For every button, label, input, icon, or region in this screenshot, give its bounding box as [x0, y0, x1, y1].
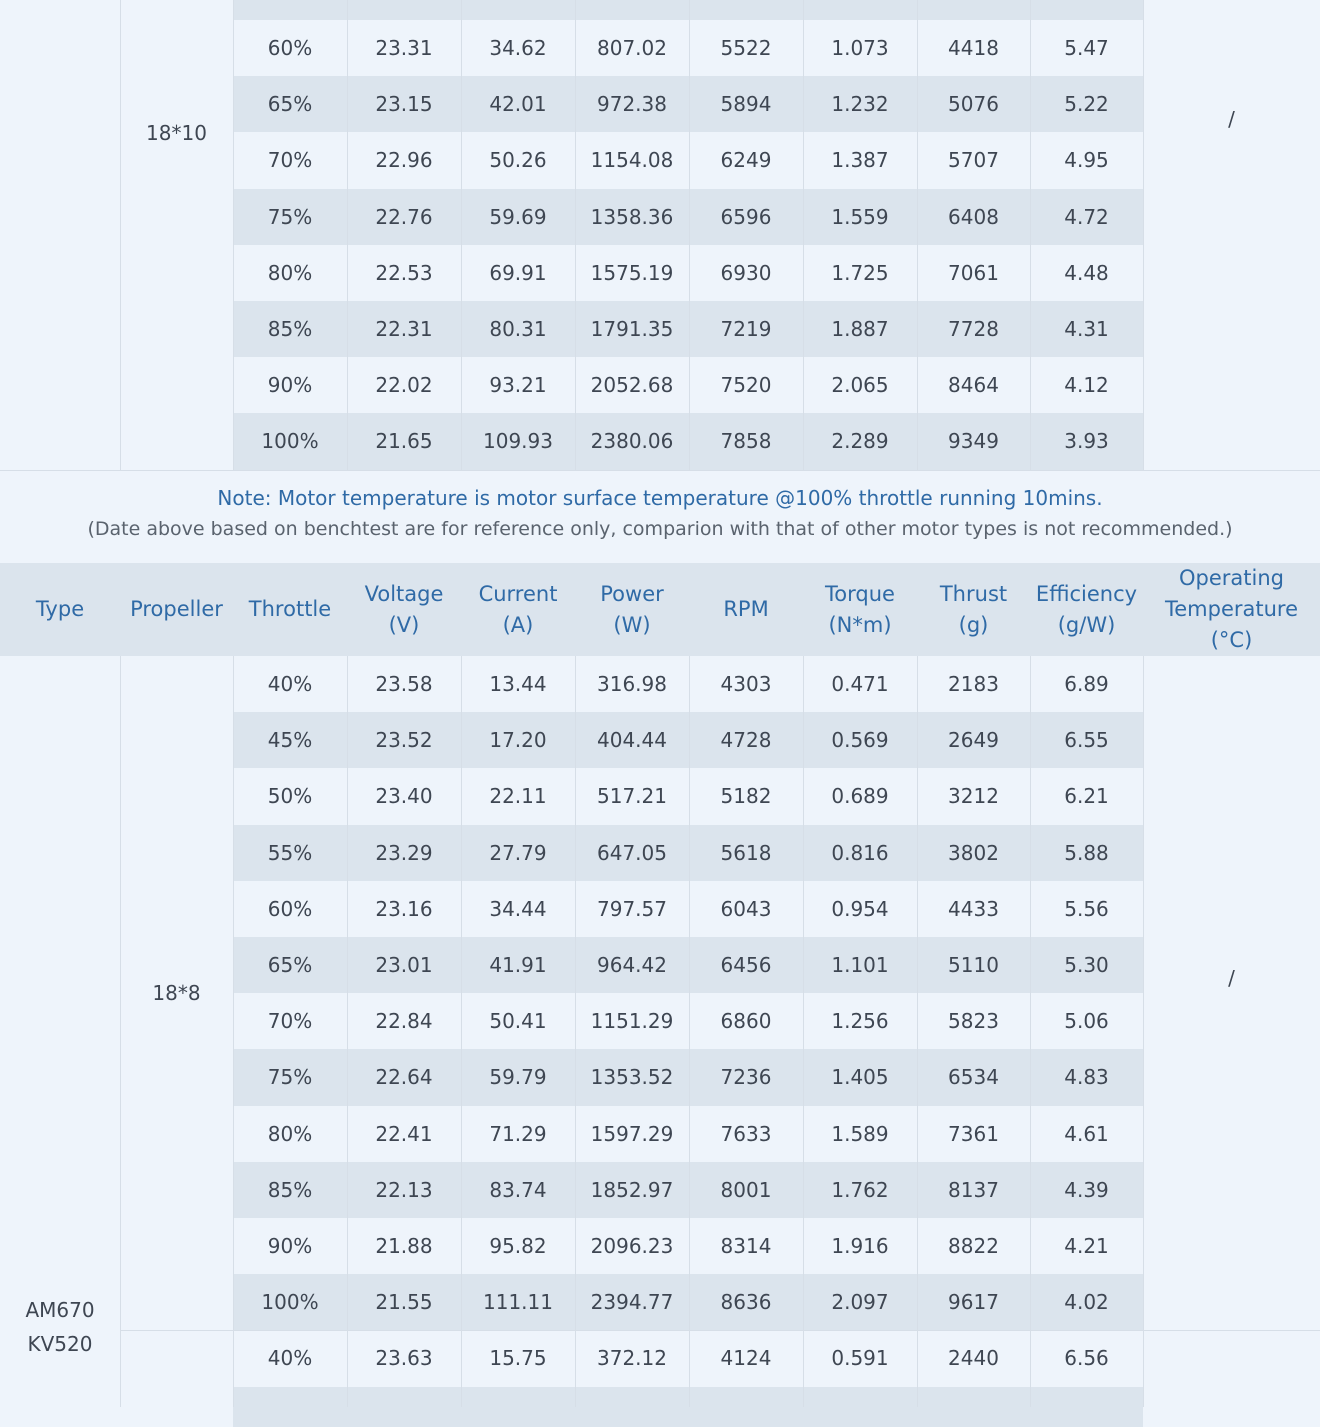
divider	[233, 0, 234, 470]
divider	[347, 656, 348, 1407]
divider	[461, 0, 462, 470]
table-cell: 7236	[720, 1065, 772, 1090]
table-cell: 5707	[948, 148, 999, 173]
divider	[1143, 0, 1144, 470]
table-cell: 41.91	[489, 953, 547, 978]
divider	[575, 656, 576, 1407]
table-cell: 2440	[948, 1346, 999, 1371]
table-cell: 23.16	[375, 896, 433, 921]
table-cell: 80%	[267, 260, 313, 285]
table-cell: 75%	[267, 204, 313, 229]
table-cell: 964.42	[597, 953, 667, 978]
table-cell: 1.232	[831, 92, 889, 117]
header-cell: Operating Temperature (°C)	[1164, 566, 1299, 652]
header-cell: RPM	[723, 597, 769, 621]
table-cell: 1.559	[831, 204, 889, 229]
table-cell: 4728	[720, 728, 772, 753]
table-cell: 71.29	[489, 1121, 547, 1146]
table-cell: 111.11	[483, 1290, 553, 1315]
note-line-1: Note: Motor temperature is motor surface temperature @100% throttle running 10mins.	[217, 486, 1103, 510]
table-cell: 7858	[720, 429, 772, 454]
table-cell: 0.816	[831, 840, 889, 865]
table-cell: 69.91	[489, 260, 547, 285]
header-cell: Type	[35, 597, 85, 621]
divider	[575, 0, 576, 470]
table-cell: 23.58	[375, 672, 433, 697]
table-cell: 90%	[267, 1234, 313, 1259]
table-cell: 1.256	[831, 1009, 889, 1034]
divider	[461, 656, 462, 1407]
table-cell: 4.31	[1064, 317, 1109, 342]
table-cell: 5618	[720, 840, 772, 865]
table-cell: 5182	[720, 784, 772, 809]
table-cell: 316.98	[597, 672, 667, 697]
table-cell: 0.471	[831, 672, 889, 697]
divider	[803, 0, 804, 470]
table-cell: 1.725	[831, 260, 889, 285]
table-cell: 1151.29	[590, 1009, 674, 1034]
table-cell: 21.65	[375, 429, 433, 454]
table-cell: 1.073	[831, 36, 889, 61]
table-cell: 8137	[948, 1177, 999, 1202]
table-cell: 40%	[267, 672, 313, 697]
table-cell: 80.31	[489, 317, 547, 342]
table-cell: 75%	[267, 1065, 313, 1090]
table-cell: 2380.06	[590, 429, 674, 454]
table-cell: 34.62	[489, 36, 547, 61]
table-cell: 4.95	[1064, 148, 1109, 173]
header-cell: Power (W)	[600, 581, 664, 637]
table-cell: 3802	[948, 840, 999, 865]
table-cell: 4418	[948, 36, 999, 61]
table-cell: 9349	[948, 429, 999, 454]
table-cell: 3.93	[1064, 429, 1109, 454]
table-cell: 34.44	[489, 896, 547, 921]
table-cell: 2.289	[831, 429, 889, 454]
table-cell: 7520	[720, 373, 772, 398]
divider	[0, 470, 1320, 471]
table-cell: 100%	[261, 1290, 319, 1315]
table-cell: 2.097	[831, 1290, 889, 1315]
table-cell: 4.83	[1064, 1065, 1109, 1090]
divider	[120, 656, 121, 1407]
header-cell: Current (A)	[478, 581, 558, 637]
divider	[1030, 656, 1031, 1407]
table-cell: 21.88	[375, 1234, 433, 1259]
divider	[689, 656, 690, 1407]
table-cell: 100%	[261, 429, 319, 454]
header-cell: Propeller	[130, 597, 223, 621]
table-cell: 23.63	[375, 1346, 433, 1371]
table-cell: 50%	[267, 784, 313, 809]
table-cell: 972.38	[597, 92, 667, 117]
table-cell: 7219	[720, 317, 772, 342]
table-cell: 1.101	[831, 953, 889, 978]
table-cell: 647.05	[597, 840, 667, 865]
table-cell: 1.916	[831, 1234, 889, 1259]
table-cell: 93.21	[489, 373, 547, 398]
table-cell: 3212	[948, 784, 999, 809]
table-cell: 42.01	[489, 92, 547, 117]
table-cell: 60%	[267, 896, 313, 921]
table-cell: 9617	[948, 1290, 999, 1315]
table-cell: 109.93	[483, 429, 553, 454]
table-cell: 7061	[948, 260, 999, 285]
table-cell: 2649	[948, 728, 999, 753]
table-cell: 7633	[720, 1121, 772, 1146]
table-cell: 2096.23	[590, 1234, 674, 1259]
divider	[803, 656, 804, 1407]
table-cell: 70%	[267, 1009, 313, 1034]
table-cell: 23.01	[375, 953, 433, 978]
table-cell: 23.29	[375, 840, 433, 865]
table-cell: 13.44	[489, 672, 547, 697]
table-cell: 1597.29	[590, 1121, 674, 1146]
table-cell: 55%	[267, 840, 313, 865]
table-cell: 2394.77	[590, 1290, 674, 1315]
table-cell: 60%	[267, 36, 313, 61]
table-cell: 5522	[720, 36, 772, 61]
table-cell: 7728	[948, 317, 999, 342]
table-cell: 4.21	[1064, 1234, 1109, 1259]
table-cell: 95.82	[489, 1234, 547, 1259]
type-cell-line1: AM670	[25, 1298, 95, 1322]
table-cell: 17.20	[489, 728, 547, 753]
table-cell: 22.31	[375, 317, 433, 342]
table-cell: 27.79	[489, 840, 547, 865]
table-cell: 4.02	[1064, 1290, 1109, 1315]
table-cell: 0.591	[831, 1346, 889, 1371]
divider	[1143, 656, 1144, 1407]
table-cell: 59.69	[489, 204, 547, 229]
table-cell: 22.64	[375, 1065, 433, 1090]
table-cell: 50.26	[489, 148, 547, 173]
table-cell: 22.76	[375, 204, 433, 229]
divider	[233, 656, 234, 1407]
table-cell: 4124	[720, 1346, 772, 1371]
table-cell: 1.887	[831, 317, 889, 342]
table-cell: 6456	[720, 953, 772, 978]
table-cell: 6930	[720, 260, 772, 285]
table-cell: 6249	[720, 148, 772, 173]
table-cell: 70%	[267, 148, 313, 173]
divider	[917, 656, 918, 1407]
table-cell: 4433	[948, 896, 999, 921]
table-cell: 5.88	[1064, 840, 1109, 865]
table-cell: 2.065	[831, 373, 889, 398]
propeller-cell: 18*10	[146, 120, 207, 145]
table-cell: 50.41	[489, 1009, 547, 1034]
header-cell: Voltage (V)	[364, 581, 444, 637]
table-cell: 7361	[948, 1121, 999, 1146]
table-cell: 65%	[267, 953, 313, 978]
type-cell-line2: KV520	[27, 1332, 93, 1356]
divider	[689, 0, 690, 470]
table-cell: 23.15	[375, 92, 433, 117]
table-cell: 5894	[720, 92, 772, 117]
table-cell: 85%	[267, 1177, 313, 1202]
header-cell: Efficiency (g/W)	[1035, 581, 1138, 637]
table-cell: 22.96	[375, 148, 433, 173]
table-cell: 2183	[948, 672, 999, 697]
table-cell: 8822	[948, 1234, 999, 1259]
temperature-cell: /	[1228, 106, 1235, 131]
table-cell: 1.405	[831, 1065, 889, 1090]
table-cell: 0.954	[831, 896, 889, 921]
table-cell: 6596	[720, 204, 772, 229]
table-cell: 22.41	[375, 1121, 433, 1146]
divider	[120, 1330, 1320, 1331]
table-cell: 40%	[267, 1346, 313, 1371]
table-cell: 6860	[720, 1009, 772, 1034]
table-cell: 1154.08	[590, 148, 674, 173]
table-cell: 6.21	[1064, 784, 1109, 809]
table-cell: 23.52	[375, 728, 433, 753]
table-cell: 1358.36	[590, 204, 674, 229]
table-cell: 5.30	[1064, 953, 1109, 978]
divider	[917, 0, 918, 470]
table-cell: 5.47	[1064, 36, 1109, 61]
table-cell: 8464	[948, 373, 999, 398]
table-cell: 8314	[720, 1234, 772, 1259]
table-cell: 404.44	[597, 728, 667, 753]
table-cell: 22.11	[489, 784, 547, 809]
header-cell: Throttle	[248, 597, 332, 621]
table-cell: 90%	[267, 373, 313, 398]
table-cell: 372.12	[597, 1346, 667, 1371]
table-cell: 6408	[948, 204, 999, 229]
table-cell: 6.56	[1064, 1346, 1109, 1371]
temperature-cell: /	[1228, 966, 1235, 991]
table-cell: 4.48	[1064, 260, 1109, 285]
table-cell: 4.12	[1064, 373, 1109, 398]
table-cell: 59.79	[489, 1065, 547, 1090]
table-cell: 1852.97	[590, 1177, 674, 1202]
table-cell: 1.589	[831, 1121, 889, 1146]
table-cell: 1575.19	[590, 260, 674, 285]
table-cell: 22.53	[375, 260, 433, 285]
table-cell: 80%	[267, 1121, 313, 1146]
divider	[120, 0, 121, 470]
table-cell: 1353.52	[590, 1065, 674, 1090]
table-cell: 85%	[267, 317, 313, 342]
divider	[1030, 0, 1031, 470]
table-cell: 4.61	[1064, 1121, 1109, 1146]
table-cell: 8636	[720, 1290, 772, 1315]
table-cell: 4.39	[1064, 1177, 1109, 1202]
table-cell: 65%	[267, 92, 313, 117]
propeller-cell: 18*8	[152, 981, 201, 1006]
table-cell: 1.387	[831, 148, 889, 173]
table-cell: 1791.35	[590, 317, 674, 342]
table-cell: 22.84	[375, 1009, 433, 1034]
table-cell: 45%	[267, 728, 313, 753]
divider	[347, 0, 348, 470]
table-cell: 23.40	[375, 784, 433, 809]
table-cell: 5.06	[1064, 1009, 1109, 1034]
table-cell: 15.75	[489, 1346, 547, 1371]
table-cell: 5.22	[1064, 92, 1109, 117]
table-cell: 4.72	[1064, 204, 1109, 229]
table-cell: 8001	[720, 1177, 772, 1202]
table-cell: 4303	[720, 672, 772, 697]
table-cell: 83.74	[489, 1177, 547, 1202]
table-cell: 22.13	[375, 1177, 433, 1202]
table-cell: 807.02	[597, 36, 667, 61]
table-cell: 5.56	[1064, 896, 1109, 921]
table-cell: 5823	[948, 1009, 999, 1034]
table-cell: 517.21	[597, 784, 667, 809]
table-cell: 797.57	[597, 896, 667, 921]
table-cell: 1.762	[831, 1177, 889, 1202]
table-cell: 6043	[720, 896, 772, 921]
table-cell: 5076	[948, 92, 999, 117]
table-cell: 23.31	[375, 36, 433, 61]
note-line-2: (Date above based on benchtest are for reference only, comparion with that of other motor types is not recommended.)	[87, 518, 1233, 540]
table-cell: 2052.68	[590, 373, 674, 398]
table-cell: 6534	[948, 1065, 999, 1090]
table-cell: 6.89	[1064, 672, 1109, 697]
table-cell: 0.689	[831, 784, 889, 809]
row-band	[233, 0, 1143, 20]
table-cell: 6.55	[1064, 728, 1109, 753]
table-cell: 0.569	[831, 728, 889, 753]
table-cell: 22.02	[375, 373, 433, 398]
table-cell: 21.55	[375, 1290, 433, 1315]
header-cell: Thrust (g)	[939, 581, 1008, 637]
header-cell: Torque (N*m)	[825, 581, 895, 637]
table-cell: 5110	[948, 953, 999, 978]
